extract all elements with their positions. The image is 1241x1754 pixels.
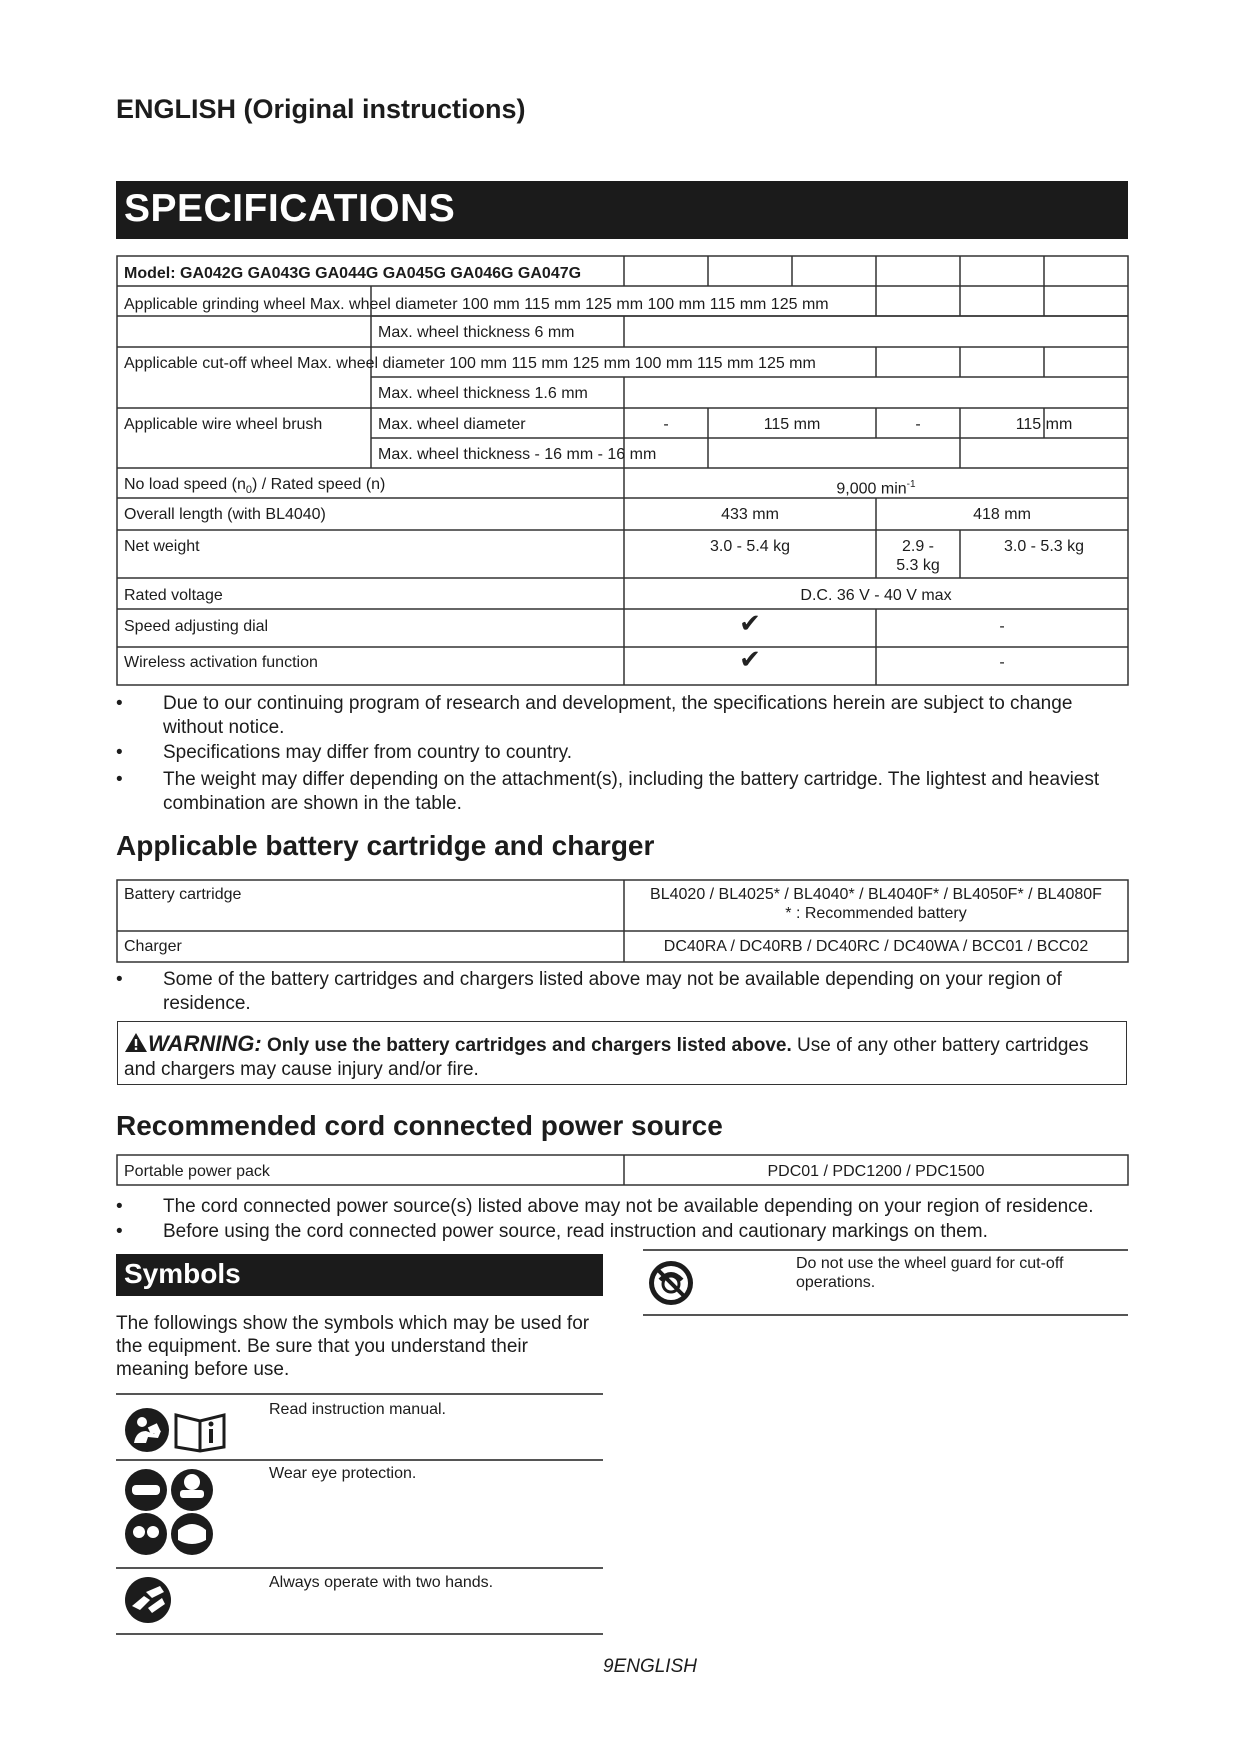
- spec-dial-value: -: [999, 618, 1005, 635]
- spec-speed-value: 9,000 $\min^{-1}$: [836, 479, 916, 498]
- page-footer: 9ENGLISH: [603, 1656, 697, 1677]
- spec-model-row: Model: GA042G GA043G GA044G GA045G GA046G GA047G: [124, 265, 582, 282]
- symbols-intro: The followings show the symbols which may be used for the equipment. Be sure that you understand their meaning before use.: [116, 1313, 590, 1380]
- battery-recommended-note: * : Recommended battery: [785, 905, 967, 922]
- warning-text: Use of any other battery cartridges and chargers may cause injury and/or fire.: [124, 1035, 1089, 1080]
- spec-wire-diameter-value: -: [663, 416, 669, 433]
- spec-weight-label: Net weight: [124, 538, 200, 555]
- charger-value: DC40RA / DC40RB / DC40RC / DC40WA / BCC01 / BCC02: [663, 938, 1089, 955]
- spec-wire-diameter-value: 115 mm: [1015, 416, 1073, 433]
- charger-label: Charger: [124, 938, 182, 955]
- two-hands-icon: [124, 1576, 172, 1624]
- no-wheel-guard-icon: [648, 1260, 694, 1306]
- warning-box: [117, 1021, 1127, 1085]
- divider: [116, 1459, 603, 1461]
- battery-cartridge-value: BL4020 / BL4025* / BL4040* / BL4040F* / BL4050F* / BL4080F: [650, 886, 1102, 903]
- battery-section-heading: Applicable battery cartridge and charger: [116, 830, 655, 861]
- specifications-banner: SPECIFICATIONS: [116, 181, 1128, 239]
- symbol-text: Read instruction manual.: [269, 1401, 446, 1418]
- spec-grinding-row: Applicable grinding wheel Max. wheel diameter 100 mm 115 mm 125 mm 100 mm 115 mm 125 mm: [124, 296, 829, 313]
- spec-dial-label: Speed adjusting dial: [124, 618, 269, 635]
- power-note: • The cord connected power source(s) listed above may not be available depending on your region of residence.: [116, 1196, 1094, 1217]
- spec-length-label: Overall length (with BL4040): [124, 506, 326, 523]
- warning-triangle-icon: [124, 1032, 148, 1053]
- warning-label: WARNING:: [148, 1031, 262, 1056]
- divider: [643, 1249, 1128, 1251]
- battery-cartridge-label: Battery cartridge: [124, 886, 242, 903]
- spec-voltage-label: Rated voltage: [124, 587, 223, 604]
- spec-voltage-value: D.C. 36 V - 40 V max: [800, 587, 952, 604]
- divider: [643, 1314, 1128, 1316]
- eye-protection-icon: [124, 1468, 216, 1556]
- power-source-heading: Recommended cord connected power source: [116, 1110, 723, 1141]
- divider: [116, 1567, 603, 1569]
- symbol-text: Wear eye protection.: [269, 1465, 417, 1482]
- spec-wire-diameter-label: Max. wheel diameter: [378, 416, 526, 433]
- spec-length-value: 433 mm: [721, 506, 779, 523]
- page-language-title: ENGLISH (Original instructions): [116, 94, 526, 124]
- spec-wire-thickness: Max. wheel thickness - 16 mm - 16 mm: [378, 446, 657, 463]
- read-manual-icon: [124, 1407, 228, 1453]
- symbol-text: Always operate with two hands.: [269, 1574, 494, 1591]
- check-icon: ✔: [739, 644, 761, 674]
- spec-speed-label: No load speed $(n_0)$ / Rated speed (n): [124, 476, 386, 497]
- spec-wire-diameter-value: 115 mm: [763, 416, 821, 433]
- spec-cutoff-row: Applicable cut-off wheel Max. wheel diameter 100 mm 115 mm 125 mm 100 mm 115 mm 125 mm: [124, 355, 816, 372]
- spec-weight-value: 5.3 kg: [896, 557, 940, 574]
- power-pack-label: Portable power pack: [124, 1163, 270, 1180]
- spec-wire-diameter-value: -: [915, 416, 921, 433]
- symbol-text: Do not use the wheel guard for cut-off operations.: [796, 1255, 1064, 1291]
- spec-weight-value: 3.0 - 5.3 kg: [1003, 538, 1085, 555]
- power-note: • Before using the cord connected power source, read instruction and cautionary markings on them.: [116, 1221, 988, 1242]
- battery-note: • Some of the battery cartridges and chargers listed above may not be available depending on your region of residence.: [116, 969, 1062, 1014]
- spec-wire-label: Applicable wire wheel brush: [124, 416, 323, 433]
- spec-weight-value: 2.9 -: [901, 538, 934, 555]
- warning-bold-text: Only use the battery cartridges and chargers listed above.: [266, 1035, 792, 1056]
- spec-cutoff-thickness: Max. wheel thickness 1.6 mm: [378, 385, 588, 402]
- check-icon: ✔: [739, 608, 761, 638]
- spec-grinding-thickness: Max. wheel thickness 6 mm: [378, 324, 575, 341]
- spec-note: • Specifications may differ from country to country.: [116, 742, 573, 763]
- spec-length-value: 418 mm: [973, 506, 1031, 523]
- spec-note: • The weight may differ depending on the attachment(s), including the battery cartridge. The lightest and heaviest combination are shown in the table.: [116, 769, 1100, 814]
- symbols-banner: Symbols: [116, 1254, 603, 1296]
- divider: [116, 1393, 603, 1395]
- divider: [116, 1633, 603, 1635]
- spec-note: • Due to our continuing program of research and development, the specifications herein are subject to change without notice.: [116, 693, 1073, 738]
- spec-weight-value: 3.0 - 5.4 kg: [709, 538, 791, 555]
- power-pack-value: PDC01 / PDC1200 / PDC1500: [767, 1163, 985, 1180]
- spec-wireless-value: -: [999, 654, 1005, 671]
- spec-wireless-label: Wireless activation function: [124, 654, 318, 671]
